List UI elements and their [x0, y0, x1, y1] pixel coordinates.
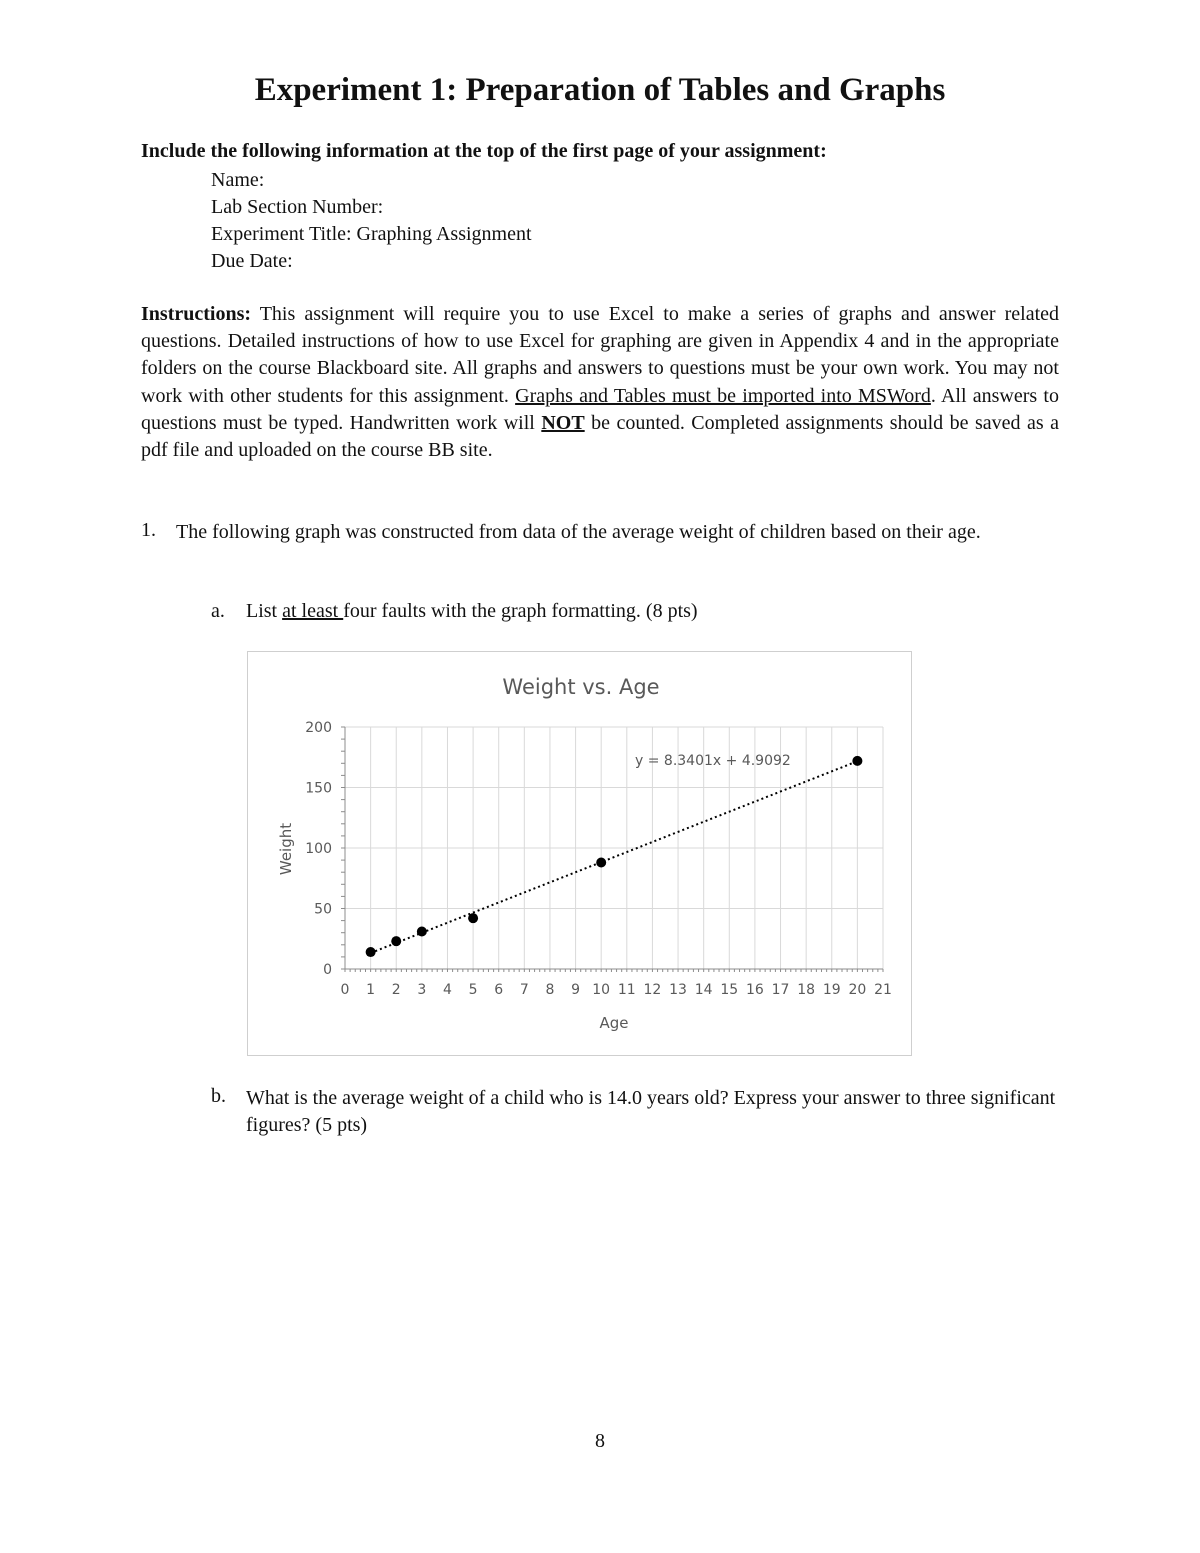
- x-tick-label: 4: [443, 982, 452, 998]
- chart-svg: [248, 652, 913, 1057]
- instructions-label: Instructions:: [141, 303, 252, 325]
- x-tick-label: 5: [468, 982, 478, 998]
- x-tick-label: 20: [848, 982, 867, 998]
- field-name: Name:: [211, 169, 265, 191]
- x-tick-label: 12: [643, 982, 662, 998]
- x-tick-label: 13: [669, 982, 687, 998]
- y-tick-label: 0: [323, 962, 332, 978]
- x-tick-label: 7: [519, 982, 529, 998]
- y-tick-label: 200: [305, 720, 332, 736]
- data-point: [366, 947, 376, 957]
- x-tick-label: 0: [340, 982, 350, 998]
- x-tick-label: 10: [592, 982, 611, 998]
- question-1a-after: four faults with the graph formatting. (8 pts): [343, 600, 698, 622]
- y-tick-label: 100: [305, 841, 332, 857]
- question-1a-letter: a.: [211, 600, 225, 622]
- field-experiment-title: Experiment Title: Graphing Assignment: [211, 223, 532, 245]
- y-tick-label: 50: [314, 901, 332, 918]
- header-fields: [211, 167, 532, 275]
- instructions-text-2: . All answers to questions must be typed. Handwritten work will: [141, 384, 1059, 434]
- field-due-date: Due Date:: [211, 250, 293, 272]
- x-tick-label: 16: [745, 982, 764, 998]
- question-1b-letter: b.: [211, 1085, 226, 1107]
- x-tick-label: 21: [874, 982, 892, 998]
- question-1-number: 1.: [141, 519, 156, 541]
- x-tick-label: 2: [391, 982, 401, 998]
- x-axis-label: Age: [599, 1014, 629, 1032]
- x-tick-label: 19: [822, 982, 841, 998]
- data-point: [391, 936, 401, 946]
- x-tick-label: 1: [366, 982, 376, 998]
- y-axis-label: Weight: [277, 822, 295, 876]
- x-tick-label: 18: [797, 982, 816, 998]
- page-title: Experiment 1: Preparation of Tables and Graphs: [254, 72, 946, 108]
- instructions-text-3: be counted. Completed assignments should be saved as a pdf file and uploaded on the course BB site.: [141, 411, 1060, 462]
- x-tick-label: 14: [694, 982, 713, 998]
- x-tick-label: 9: [571, 982, 581, 998]
- question-1a-underlined: at least: [282, 600, 344, 622]
- page-number: 8: [595, 1430, 605, 1452]
- x-tick-label: 15: [720, 982, 739, 998]
- x-tick-label: 11: [617, 982, 636, 998]
- x-tick-label: 17: [771, 982, 790, 998]
- data-point: [852, 756, 862, 766]
- instructions-text-1: This assignment will require you to use Excel to make a series of graphs and answer related questions. Detailed instructions of how to use Excel for graphing are given in Appendix 4 and in the appropriate folders on the course Blackboard site. All graphs and answers to questions must be your own work. You may not work with other students for this assignment.: [141, 303, 1059, 407]
- trendline: [371, 761, 858, 953]
- instructions-not-emphasis: NOT: [541, 411, 585, 434]
- question-1a-text: [246, 600, 698, 623]
- chart-title: Weight vs. Age: [502, 675, 660, 699]
- x-tick-label: 6: [494, 982, 504, 998]
- chart-trendline-layer: [371, 761, 858, 953]
- data-point: [468, 913, 478, 923]
- x-tick-label: 3: [417, 982, 427, 998]
- include-heading: Include the following information at the top of the first page of your assignment:: [141, 140, 827, 162]
- question-1b-text: What is the average weight of a child who is 14.0 years old? Express your answer to three significant figures? (5 pts): [246, 1087, 1056, 1136]
- x-tick-label: 8: [545, 982, 555, 998]
- y-tick-label: 150: [305, 780, 332, 797]
- field-lab-section: Lab Section Number:: [211, 196, 384, 218]
- instructions-paragraph: [141, 301, 1059, 464]
- instructions-underlined: Graphs and Tables must be imported into MSWord: [515, 384, 931, 407]
- data-point: [417, 926, 427, 936]
- question-1-text: The following graph was constructed from data of the average weight of children based on their age.: [176, 521, 981, 543]
- data-point: [596, 858, 606, 868]
- question-1a-before: List: [246, 600, 283, 622]
- weight-age-chart: [247, 651, 912, 1056]
- trendline-equation: y = 8.3401x + 4.9092: [635, 753, 791, 769]
